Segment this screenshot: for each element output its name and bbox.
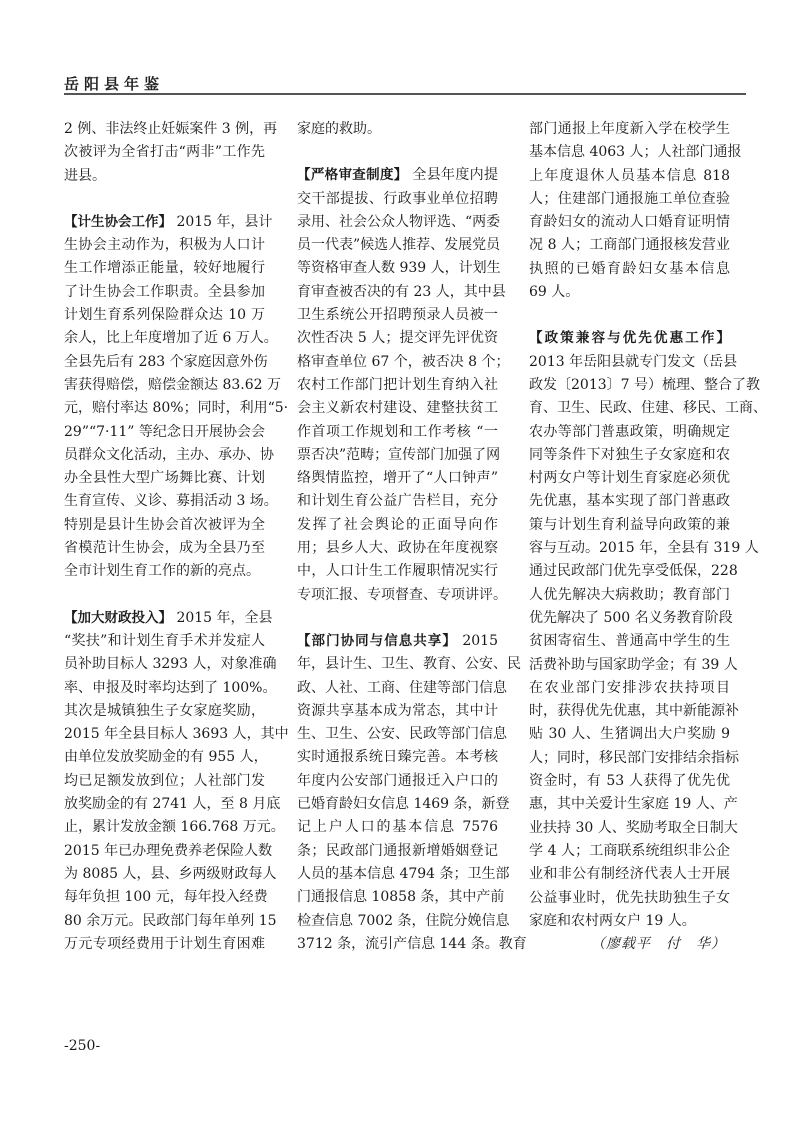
running-head-title: 岳阳县年鉴 <box>64 75 165 93</box>
text-line: 特别是县计生协会首次被评为全 <box>64 516 265 533</box>
text-line: 80 余万元。民政部门每年单列 15 <box>64 912 277 929</box>
section-paragraph <box>297 164 510 607</box>
heading-line <box>297 630 498 653</box>
text-line: 发挥了社会舆论的正面导向作 <box>297 516 498 533</box>
text-line: 人员的基本信息 4794 条；卫生部 <box>297 865 510 882</box>
text-line: 政、人社、工商、住建等部门信息 <box>297 679 507 696</box>
text-line: 条；民政部门通报新增婚姻登记 <box>297 842 498 859</box>
section-paragraph <box>529 327 767 933</box>
text-column-1 <box>64 118 289 979</box>
text-line: 惠，其中关爱计生家庭 19 人、产 <box>529 796 738 813</box>
section-heading: 【严格审查制度】 <box>297 167 408 184</box>
text-line: 作首项工作规划和工作考核 “一 <box>297 423 498 440</box>
text-column-2 <box>297 118 527 979</box>
text-line: 在农业部门安排涉农扶持项目 <box>529 679 730 696</box>
text-line: 中，人口计生工作履职情况实行 <box>297 563 498 580</box>
text-line: 生工作增添正能量，较好地履行 <box>64 260 265 277</box>
text-line: 策与计划生育利益导向政策的兼 <box>529 516 730 533</box>
text-line: 同等条件下对独生子女家庭和农 <box>529 446 730 463</box>
paragraph <box>529 118 742 304</box>
text-line: 执照的已婚育龄妇女基本信息 <box>529 260 730 277</box>
text-line: 农办等部门普惠政策，明确规定 <box>529 423 730 440</box>
text-line: 人；住建部门通报施工单位查验 <box>529 190 730 207</box>
text-line: 全市计划生育工作的新的亮点。 <box>64 563 260 580</box>
text-line: 用；县乡人大、政协在年度视察 <box>297 540 498 557</box>
text-line: 由单位发放奖励金的有 955 人， <box>64 749 268 766</box>
text-line: 省模范计生协会，成为全县乃至 <box>64 540 265 557</box>
text-line: 其次是城镇独生子女家庭奖励， <box>64 702 265 719</box>
text-line: 上年度退休人员基本信息 818 <box>529 167 730 184</box>
text-line: 专项汇报、专项督查、专项讲评。 <box>297 586 507 603</box>
text-line: 会主义新农村建设、建整扶贫工 <box>297 400 498 417</box>
paragraph <box>64 118 278 188</box>
text-line: 均已足额发放到位；人社部门发 <box>64 772 265 789</box>
text-line: 人；同时，移民部门安排结余指标 <box>529 749 739 766</box>
text-line: 次被评为全省打击“两非”工作先 <box>64 144 265 161</box>
text-line: 资金时，有 53 人获得了优先优 <box>529 773 730 790</box>
section-paragraph <box>64 607 289 956</box>
text-line: 全县年度内提 <box>407 167 499 184</box>
text-line: 年，县计生、卫生、教育、公安、民 <box>297 656 521 673</box>
author-credit: （廖载平 付 华） <box>591 936 726 953</box>
text-line: 2015 年全县目标人 3693 人，其中 <box>64 726 289 743</box>
text-line: 学 4 人；工商联系统组织非公企 <box>529 842 730 859</box>
text-line: 实时通报系统日臻完善。本考核 <box>297 749 498 766</box>
text-line: 通过民政部门优先享受低保，228 <box>529 563 738 580</box>
text-line: 业扶持 30 人、奖励考取全日制大 <box>529 819 738 836</box>
section-heading: 【部门协同与信息共享】 <box>297 632 457 649</box>
text-line: 先优惠，基本实现了部门普惠政 <box>529 493 730 510</box>
text-line: 门通报信息 10858 条，其中产前 <box>297 889 505 906</box>
text-line: 格审查单位 67 个，被否决 8 个； <box>297 353 510 370</box>
text-line: 全县先后有 283 个家庭因意外伤 <box>64 353 268 370</box>
section-heading: 【政策兼容与优先优惠工作】 <box>529 330 730 347</box>
text-column-3 <box>529 118 767 956</box>
text-line: 公益事业时，优先扶助独生子女 <box>529 889 730 906</box>
text-line: 止，累计发放金额 166.768 万元。 <box>64 819 285 836</box>
text-line: 业和非公有制经济代表人士开展 <box>529 866 730 883</box>
text-line: 年度内公安部门通报迁入户口的 <box>297 772 498 789</box>
text-line: 每年负担 100 元，每年投入经费 <box>64 889 268 906</box>
text-line: 2015 年已办理免费养老保险人数 <box>64 842 273 859</box>
text-line: 2015 年，县计 <box>172 213 273 230</box>
text-line: 家庭和农村两女户 19 人。 <box>529 912 696 929</box>
text-line: 家庭的救助。 <box>297 121 381 137</box>
text-line: 部门通报上年度新入学在校学生 <box>529 121 730 137</box>
text-line: 资源共享基本成为常态，其中计 <box>297 702 498 719</box>
heading-line <box>297 164 498 187</box>
text-line: 元，赔付率达 80%；同时，利用“5· <box>64 400 289 417</box>
text-line: 活费补助与国家助学金；有 39 人 <box>529 656 738 673</box>
text-line: 生协会主动作为，积极为人口计 <box>64 237 265 254</box>
text-line: 进县。 <box>64 167 106 184</box>
paragraph <box>297 118 498 141</box>
heading-line <box>529 327 730 350</box>
text-line: “奖扶”和计划生育手术并发症人 <box>64 632 265 649</box>
text-line: 害获得赔偿，赔偿金额达 83.62 万 <box>64 376 281 393</box>
text-line: 生育宣传、义诊、募捐活动 3 场。 <box>64 493 278 510</box>
text-line: 贴 30 人、生猪调出大户奖励 9 <box>529 726 730 743</box>
text-line: 为 8085 人，县、乡两级财政每人 <box>64 865 277 882</box>
text-line: 人优先解决大病救助；教育部门 <box>529 586 730 603</box>
page-number: -250- <box>64 1038 101 1054</box>
text-line: 村两女户等计划生育家庭必须优 <box>529 470 730 487</box>
text-line: 票否决”范畴；宣传部门加强了网 <box>297 446 501 463</box>
text-line: 2015 年，全县 <box>172 609 273 626</box>
text-line: 了计生协会工作职责。全县参加 <box>64 283 265 300</box>
text-line: 2015 <box>456 632 498 649</box>
section-paragraph <box>64 211 289 584</box>
heading-line <box>64 607 273 630</box>
text-line: 员一代表”候选人推荐、发展党员 <box>297 237 501 254</box>
text-line: 和计划生育公益广告栏目，充分 <box>297 493 498 510</box>
section-paragraph <box>297 630 527 956</box>
text-line: 2 例、非法终止妊娠案件 3 例，再 <box>64 121 278 137</box>
text-line: 生、卫生、公安、民政等部门信息 <box>297 726 507 743</box>
text-line: 员群众文化活动，主办、承办、协 <box>64 446 274 463</box>
text-line: 录用、社会公众人物评选、“两委 <box>297 213 501 230</box>
text-line: 放奖励金的有 2741 人，至 8 月底 <box>64 796 281 813</box>
text-line: 69 人。 <box>529 284 580 301</box>
text-line: 络舆情监控，增开了“人口钟声” <box>297 470 498 487</box>
section-heading: 【加大财政投入】 <box>64 609 172 626</box>
text-line: 率、申报及时率均达到了 100%。 <box>64 679 277 696</box>
text-line: 等资格审查人数 939 人，计划生 <box>297 260 501 277</box>
text-line: 贫困寄宿生、普通高中学生的生 <box>529 633 730 650</box>
text-line: 农村工作部门把计划生育纳入社 <box>297 376 498 393</box>
text-line: 余人，比上年度增加了近 6 万人。 <box>64 330 278 347</box>
text-line: 卫生系统公开招聘预录人员被一 <box>297 307 498 324</box>
text-line: 育龄妇女的流动人口婚育证明情 <box>529 214 730 231</box>
header-rule <box>64 93 746 95</box>
heading-line <box>64 211 273 234</box>
text-line: 况 8 人；工商部门通报核发营业 <box>529 237 730 254</box>
text-line: 政发〔2013〕7 号）梳理、整合了教 <box>529 376 760 393</box>
text-line: 2013 年岳阳县就专门发文（岳县 <box>529 353 738 370</box>
text-line: 29”“7·11” 等纪念日开展协会会 <box>64 423 265 440</box>
section-heading: 【计生协会工作】 <box>64 213 172 230</box>
text-line: 3712 条，流引产信息 144 条。教育 <box>297 935 527 952</box>
text-line: 计划生育系列保险群众达 10 万 <box>64 307 265 324</box>
text-line: 基本信息 4063 人；人社部门通报 <box>529 144 742 161</box>
text-line: 育、卫生、民政、住建、移民、工商、 <box>529 400 767 417</box>
text-line: 优先解决了 500 名义务教育阶段 <box>529 609 733 626</box>
text-line: 育审查被否决的有 23 人，其中县 <box>297 283 506 300</box>
text-line: 交干部提拔、行政事业单位招聘 <box>297 190 498 207</box>
text-line: 员补助目标人 3293 人，对象准确 <box>64 656 277 673</box>
text-line: 办全县性大型广场舞比赛、计划 <box>64 470 265 487</box>
text-line: 记上户人口的基本信息 7576 <box>297 819 498 836</box>
text-line: 容与互动。2015 年，全县有 319 人 <box>529 540 759 557</box>
text-line: 次性否决 5 人；提交评先评优资 <box>297 330 498 347</box>
text-line: 检查信息 7002 条，住院分娩信息 <box>297 912 510 929</box>
text-line: 已婚育龄妇女信息 1469 条，新登 <box>297 796 510 813</box>
text-line: 万元专项经费用于计划生育困难 <box>64 935 265 952</box>
text-line: 时，获得优先优惠，其中新能源补 <box>529 703 739 720</box>
